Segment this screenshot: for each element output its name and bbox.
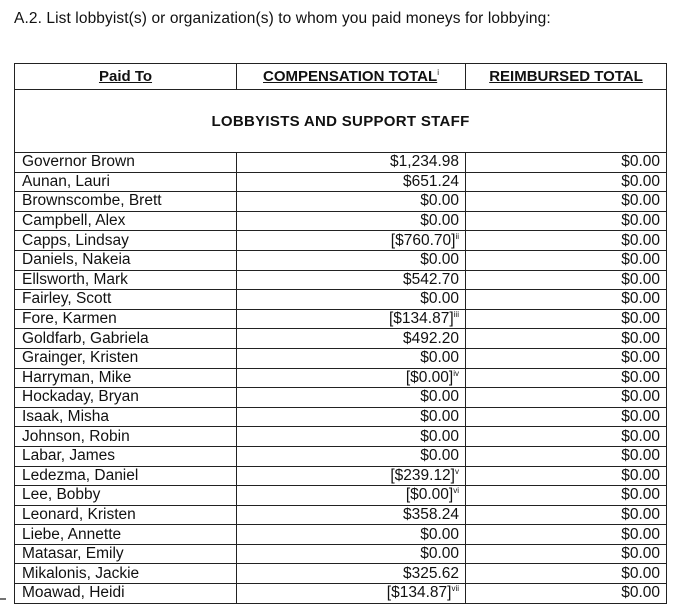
compensation-cell — [237, 153, 466, 173]
reimbursed-cell: $0.00 — [466, 407, 667, 427]
table-row — [15, 348, 667, 368]
reimbursed-cell: $0.00 — [466, 192, 667, 212]
compensation-cell — [237, 329, 466, 349]
compensation-value: $0.00 — [420, 447, 459, 465]
table-row — [15, 309, 667, 329]
lobbying-payments-table — [14, 63, 667, 604]
footnote-marker: v — [455, 466, 459, 476]
paid-to-cell: Fore, Karmen — [15, 309, 237, 329]
table-row — [15, 446, 667, 466]
paid-to-cell: Fairley, Scott — [15, 290, 237, 310]
table-row — [15, 525, 667, 545]
paid-to-cell: Mikalonis, Jackie — [15, 564, 237, 584]
compensation-value: $0.00 — [420, 388, 459, 406]
compensation-value: $0.00 — [420, 349, 459, 367]
reimbursed-cell: $0.00 — [466, 466, 667, 486]
compensation-cell — [237, 486, 466, 506]
compensation-value: $358.24 — [402, 505, 459, 523]
table-row — [15, 584, 667, 604]
paid-to-cell: Harryman, Mike — [15, 368, 237, 388]
table-row — [15, 505, 667, 525]
payment-rows — [15, 153, 667, 604]
compensation-value: $651.24 — [402, 172, 459, 190]
paid-to-cell: Grainger, Kristen — [15, 348, 237, 368]
paid-to-cell: Hockaday, Bryan — [15, 388, 237, 408]
reimbursed-cell: $0.00 — [466, 231, 667, 251]
reimbursed-cell: $0.00 — [466, 544, 667, 564]
paid-to-cell: Moawad, Heidi — [15, 584, 237, 604]
table-row — [15, 270, 667, 290]
paid-to-cell: Leonard, Kristen — [15, 505, 237, 525]
compensation-value: $0.00 — [420, 408, 459, 426]
compensation-value: [$134.87] — [386, 584, 452, 602]
table-row — [15, 407, 667, 427]
compensation-cell — [237, 584, 466, 604]
reimbursed-cell: $0.00 — [466, 505, 667, 525]
table-row — [15, 388, 667, 408]
paid-to-cell: Brownscombe, Brett — [15, 192, 237, 212]
table-row — [15, 153, 667, 173]
section-row — [15, 90, 667, 153]
compensation-cell — [237, 525, 466, 545]
compensation-cell — [237, 290, 466, 310]
compensation-cell — [237, 309, 466, 329]
page-heading: A.2. List lobbyist(s) or organization(s) to whom you paid moneys for lobbying: — [14, 10, 551, 27]
compensation-cell — [237, 564, 466, 584]
reimbursed-cell: $0.00 — [466, 486, 667, 506]
reimbursed-cell: $0.00 — [466, 211, 667, 231]
footnote-marker: vii — [451, 584, 459, 594]
footnote-marker: vi — [453, 486, 459, 496]
footnote-marker: iii — [453, 309, 459, 319]
paid-to-cell: Capps, Lindsay — [15, 231, 237, 251]
compensation-cell — [237, 427, 466, 447]
reimbursed-cell: $0.00 — [466, 270, 667, 290]
table-row — [15, 427, 667, 447]
compensation-value: $492.20 — [402, 329, 459, 347]
table-row — [15, 544, 667, 564]
compensation-cell — [237, 172, 466, 192]
compensation-value: $1,234.98 — [390, 153, 459, 171]
reimbursed-cell: $0.00 — [466, 172, 667, 192]
compensation-cell — [237, 544, 466, 564]
compensation-value: [$134.87] — [389, 310, 454, 328]
table-row — [15, 231, 667, 251]
reimbursed-cell: $0.00 — [466, 525, 667, 545]
compensation-cell — [237, 211, 466, 231]
compensation-value: $0.00 — [420, 212, 459, 230]
paid-to-cell: Ledezma, Daniel — [15, 466, 237, 486]
reimbursed-total-header: REIMBURSED TOTAL — [466, 64, 667, 90]
table-header-row — [15, 64, 667, 90]
compensation-value: $0.00 — [420, 290, 459, 308]
compensation-value: [$760.70] — [390, 231, 456, 249]
table-row — [15, 486, 667, 506]
compensation-cell — [237, 270, 466, 290]
paid-to-cell: Lee, Bobby — [15, 486, 237, 506]
compensation-cell — [237, 407, 466, 427]
reimbursed-cell: $0.00 — [466, 368, 667, 388]
footnote-marker: iv — [453, 368, 459, 378]
compensation-value: [$0.00] — [405, 368, 454, 386]
paid-to-cell: Johnson, Robin — [15, 427, 237, 447]
compensation-total-header: COMPENSATION TOTAL$^i$ — [237, 64, 466, 90]
table-row — [15, 329, 667, 349]
reimbursed-cell: $0.00 — [466, 584, 667, 604]
compensation-cell — [237, 466, 466, 486]
reimbursed-cell: $0.00 — [466, 329, 667, 349]
compensation-cell — [237, 388, 466, 408]
table-row — [15, 172, 667, 192]
compensation-cell — [237, 250, 466, 270]
compensation-cell — [237, 446, 466, 466]
paid-to-cell: Matasar, Emily — [15, 544, 237, 564]
paid-to-cell: Governor Brown — [15, 153, 237, 173]
section-title: LOBBYISTS AND SUPPORT STAFF — [15, 90, 667, 153]
reimbursed-cell: $0.00 — [466, 290, 667, 310]
paid-to-cell: Ellsworth, Mark — [15, 270, 237, 290]
reimbursed-cell: $0.00 — [466, 348, 667, 368]
paid-to-cell: Campbell, Alex — [15, 211, 237, 231]
reimbursed-cell: $0.00 — [466, 388, 667, 408]
reimbursed-cell: $0.00 — [466, 153, 667, 173]
table-row — [15, 211, 667, 231]
compensation-value: [$0.00] — [405, 486, 454, 504]
paid-to-cell: Daniels, Nakeia — [15, 250, 237, 270]
table-row — [15, 368, 667, 388]
paid-to-header: Paid To — [15, 64, 237, 90]
compensation-value: $325.62 — [402, 564, 459, 582]
compensation-value: $0.00 — [420, 427, 459, 445]
compensation-value: $0.00 — [420, 251, 459, 269]
reimbursed-cell: $0.00 — [466, 309, 667, 329]
reimbursed-cell: $0.00 — [466, 427, 667, 447]
compensation-footnote-marker: i — [437, 68, 439, 77]
table-row — [15, 290, 667, 310]
reimbursed-cell: $0.00 — [466, 446, 667, 466]
compensation-value: $0.00 — [420, 545, 459, 563]
paid-to-cell: Isaak, Misha — [15, 407, 237, 427]
compensation-cell — [237, 192, 466, 212]
table-row — [15, 466, 667, 486]
compensation-value: [$239.12] — [390, 466, 455, 484]
compensation-value: $0.00 — [420, 192, 459, 210]
compensation-cell — [237, 505, 466, 525]
compensation-cell — [237, 368, 466, 388]
paid-to-cell: Goldfarb, Gabriela — [15, 329, 237, 349]
paid-to-cell: Labar, James — [15, 446, 237, 466]
compensation-cell — [237, 231, 466, 251]
footnote-marker: ii — [455, 231, 459, 241]
compensation-value: $0.00 — [420, 525, 459, 543]
paid-to-cell: Aunan, Lauri — [15, 172, 237, 192]
paid-to-cell: Liebe, Annette — [15, 525, 237, 545]
table-row — [15, 250, 667, 270]
reimbursed-cell: $0.00 — [466, 250, 667, 270]
table-row — [15, 564, 667, 584]
compensation-cell — [237, 348, 466, 368]
compensation-value: $542.70 — [402, 270, 459, 288]
table-row — [15, 192, 667, 212]
reimbursed-cell: $0.00 — [466, 564, 667, 584]
